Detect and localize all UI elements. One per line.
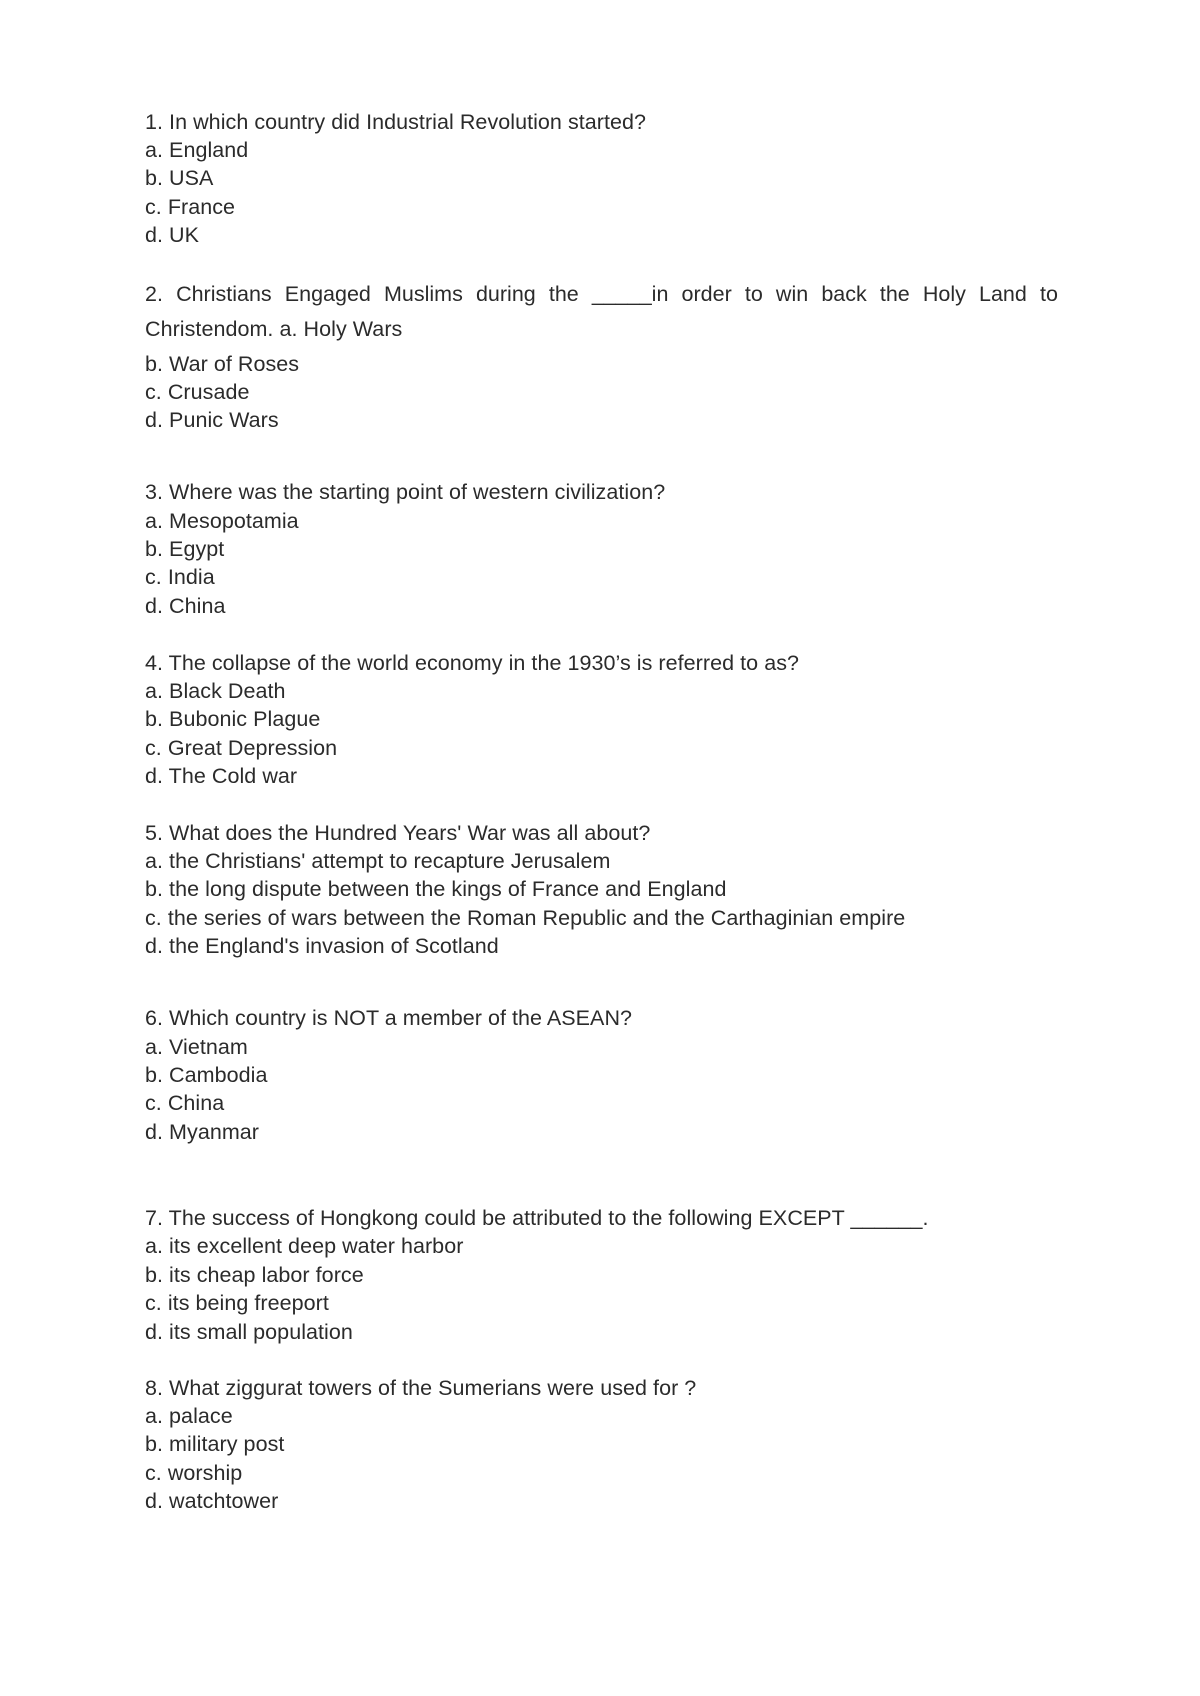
answer-option: d. watchtower — [145, 1489, 279, 1513]
answer-option: c. Crusade — [145, 380, 250, 404]
answer-option: d. its small population — [145, 1320, 353, 1344]
question-stem-continued: Christendom. a. Holy Wars — [145, 317, 403, 341]
question-stem: 4. The collapse of the world economy in the 1930’s is referred to as? — [145, 651, 800, 675]
question-stem: 3. Where was the starting point of western civilization? — [145, 480, 666, 504]
question-stem: 6. Which country is NOT a member of the ASEAN? — [145, 1006, 633, 1030]
answer-option: b. Bubonic Plague — [145, 707, 321, 731]
question-stem: 1. In which country did Industrial Revolution started? — [145, 110, 647, 134]
answer-option: b. War of Roses — [145, 352, 300, 376]
answer-option: d. The Cold war — [145, 764, 298, 788]
answer-option: a. the Christians' attempt to recapture Jerusalem — [145, 849, 611, 873]
answer-option: b. military post — [145, 1432, 285, 1456]
answer-option: c. its being freeport — [145, 1291, 329, 1315]
answer-option: d. Myanmar — [145, 1120, 260, 1144]
question-stem: 2. Christians Engaged Muslims during the _____in order to win back the Holy Land to — [145, 282, 1058, 306]
answer-option: d. China — [145, 594, 226, 618]
answer-option: b. its cheap labor force — [145, 1263, 364, 1287]
answer-option: d. UK — [145, 223, 200, 247]
answer-option: b. USA — [145, 166, 214, 190]
answer-option: a. palace — [145, 1404, 233, 1428]
answer-option: a. its excellent deep water harbor — [145, 1234, 464, 1258]
answer-option: c. Great Depression — [145, 736, 338, 760]
answer-option: c. France — [145, 195, 236, 219]
question-stem: 8. What ziggurat towers of the Sumerians were used for ? — [145, 1376, 697, 1400]
answer-option: d. Punic Wars — [145, 408, 279, 432]
question-stem: 7. The success of Hongkong could be attributed to the following EXCEPT ______. — [145, 1206, 929, 1230]
answer-option: c. worship — [145, 1461, 243, 1485]
answer-option: c. India — [145, 565, 215, 589]
answer-option: b. the long dispute between the kings of France and England — [145, 877, 727, 901]
answer-option: b. Cambodia — [145, 1063, 268, 1087]
answer-option: a. Black Death — [145, 679, 286, 703]
answer-option: a. Vietnam — [145, 1035, 248, 1059]
question-stem: 5. What does the Hundred Years' War was all about? — [145, 821, 651, 845]
answer-option: a. Mesopotamia — [145, 509, 299, 533]
answer-option: d. the England's invasion of Scotland — [145, 934, 499, 958]
answer-option: b. Egypt — [145, 537, 225, 561]
answer-option: a. England — [145, 138, 249, 162]
answer-option: c. the series of wars between the Roman Republic and the Carthaginian empire — [145, 906, 906, 930]
answer-option: c. China — [145, 1091, 225, 1115]
